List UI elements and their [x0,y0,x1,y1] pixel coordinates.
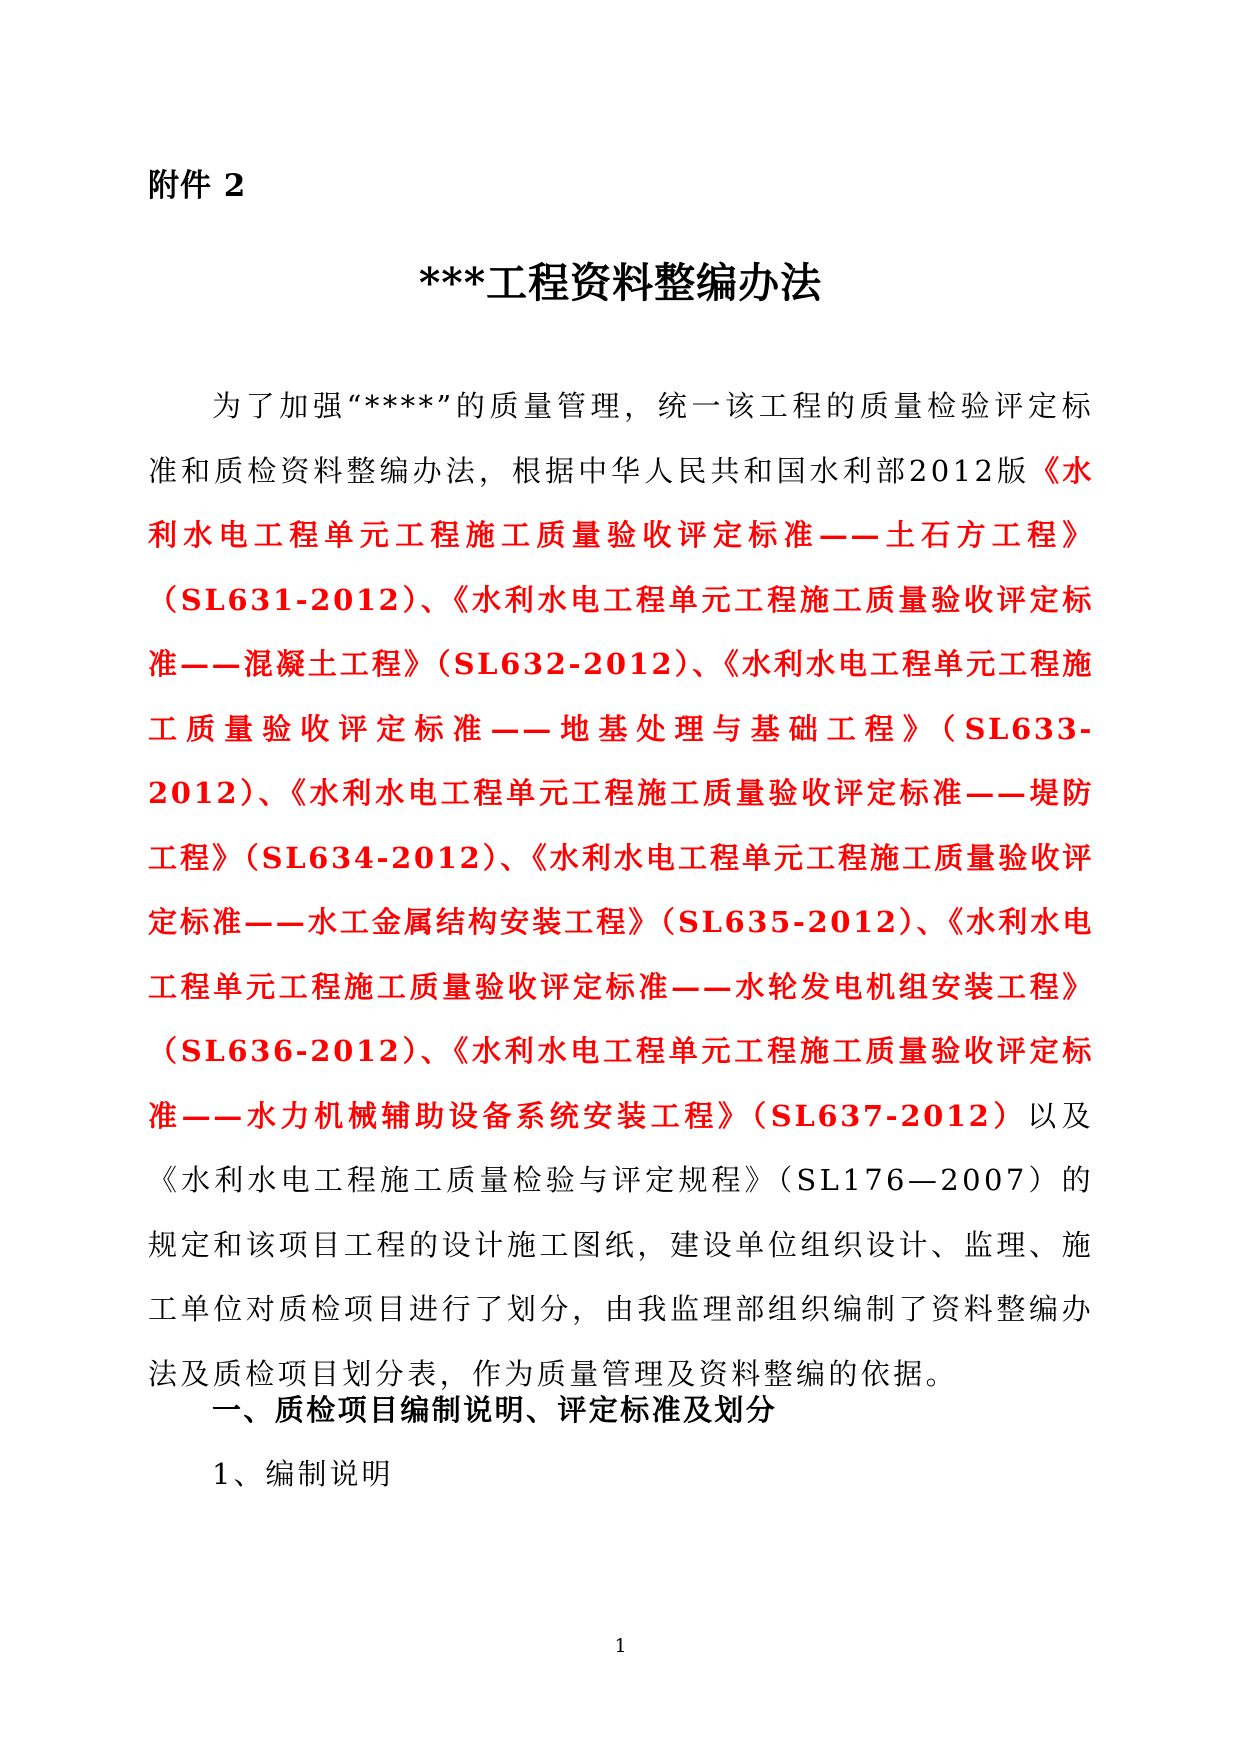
paragraph-rest: 以及《水利水电工程施工质量检验与评定规程》（SL176—2007）的规定和该项目工程的设计施工图纸，建设单位组织设计、监理、施工单位对质检项目进行了划分，由我监理部组织编制了资料整编办法及质检项目划分表，作为质量管理及资料整编的依据。 [148,1098,1094,1391]
subsection-heading: 1、编制说明 [212,1457,394,1491]
standards-list: 《水利水电工程单元工程施工质量验收评定标准——土石方工程》（SL631-2012）、《水利水电工程单元工程施工质量验收评定标准——混凝土工程》（SL632-2012）、《水利水电工程单元工程施工质量验收评定标准——地基处理与基础工程》（SL633-2012）、《水利水电工程单元工程施工质量验收评定标准——堤防工程》（SL634-2012）、《水利水电工程单元工程施工质量验收评定标准——水工金属结构安装工程》（SL635-2012）、《水利水电工程单元工程施工质量验收评定标准——水轮发电机组安装工程》（SL636-2012）、《水利水电工程单元工程施工质量验收评定标准——水力机械辅助设备系统安装工程》（SL637-2012） [148,453,1094,1133]
page-number: 1 [614,1635,627,1657]
intro-paragraph [148,374,1094,1406]
attachment-label: 附件 2 [148,168,247,204]
intro-text: 为了加强“****”的质量管理，统一该工程的质量检验评定标准和质检资料整编办法，根据中华人民共和国水利部2012版 [148,389,1094,488]
document-title: ***工程资料整编办法 [418,259,823,307]
section-heading: 一、质检项目编制说明、评定标准及划分 [212,1393,778,1427]
